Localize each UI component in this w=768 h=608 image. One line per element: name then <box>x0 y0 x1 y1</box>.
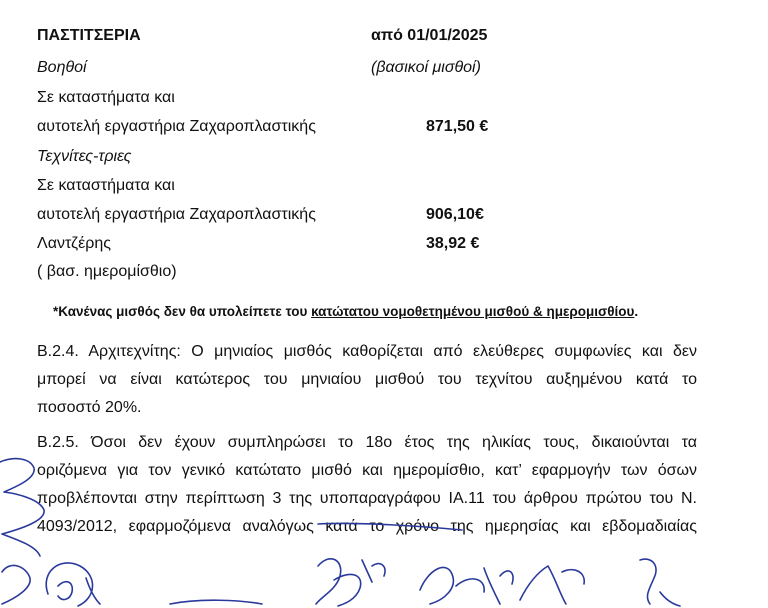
minimum-wage-footnote <box>53 304 638 319</box>
signature-right <box>640 559 680 606</box>
section-b25-line-1: Β.2.5. Όσοι δεν έχουν συμπληρώσει το 18ο έτος της ηλικίας τους, δικαιούνται τα <box>37 434 697 451</box>
signature-middle-1 <box>316 559 385 606</box>
assistants-line-2: αυτοτελή εργαστήρια Ζαχαροπλαστικής <box>37 118 316 135</box>
footnote-underlined-text: κατώτατου νομοθετημένου μισθού & ημερομισθίου <box>311 304 635 319</box>
assistants-line-1: Σε καταστήματα και <box>37 89 175 106</box>
signature-left-lower <box>2 565 30 604</box>
assistants-heading: Βοηθοί <box>37 59 87 76</box>
section-b25-line-4: 4093/2012, εφαρμοζόμενα αναλόγως κατά το χρόνο της ημερησίας και εβδομαδιαίας <box>37 518 697 535</box>
daily-wage-note: ( βασ. ημερομίσθιο) <box>37 263 177 280</box>
footnote-suffix: . <box>634 304 639 319</box>
section-b24-line-3: ποσοστό 20%. <box>37 399 142 416</box>
signature-circle <box>46 563 100 606</box>
document-title: ΠΑΣΤΙΤΣΕΡΙΑ <box>37 27 141 44</box>
technicians-heading: Τεχνίτες-τριες <box>37 148 132 165</box>
technicians-amount: 906,10€ <box>426 206 484 223</box>
basic-salaries-note: (βασικοί μισθοί) <box>371 59 481 76</box>
laundress-amount: 38,92 € <box>426 235 480 252</box>
footnote-prefix: *Κανένας μισθός δεν θα υπολείπετε του <box>53 304 312 319</box>
signature-bottom-swoosh <box>170 600 262 604</box>
effective-date: από 01/01/2025 <box>371 27 488 44</box>
section-b25-line-3: προβλέπονται στην περίπτωση 3 της υποπαραγράφου ΙΑ.11 του άρθρου πρώτου του Ν. <box>37 490 697 507</box>
signature-middle-2 <box>420 567 513 604</box>
section-b24-line-1: Β.2.4. Αρχιτεχνίτης: Ο μηνιαίος μισθός καθορίζεται από ελεύθερες συμφωνίες και δεν <box>37 343 697 360</box>
assistants-amount: 871,50 € <box>426 118 489 135</box>
technicians-line-2: αυτοτελή εργαστήρια Ζαχαροπλαστικής <box>37 206 316 223</box>
technicians-line-1: Σε καταστήματα και <box>37 177 175 194</box>
section-b25-line-2: οριζόμενα για τον γενικό κατώτατο μισθό και ημερομίσθιο, κατ’ εφαρμογήν των όσων <box>37 462 697 479</box>
signature-middle-3 <box>520 566 584 604</box>
section-b24-line-2: μπορεί να είναι κατώτερος του μηνιαίου μισθού του τεχνίτου αυξημένου κατά το <box>37 371 697 388</box>
laundress-label: Λαντζέρης <box>37 235 111 252</box>
